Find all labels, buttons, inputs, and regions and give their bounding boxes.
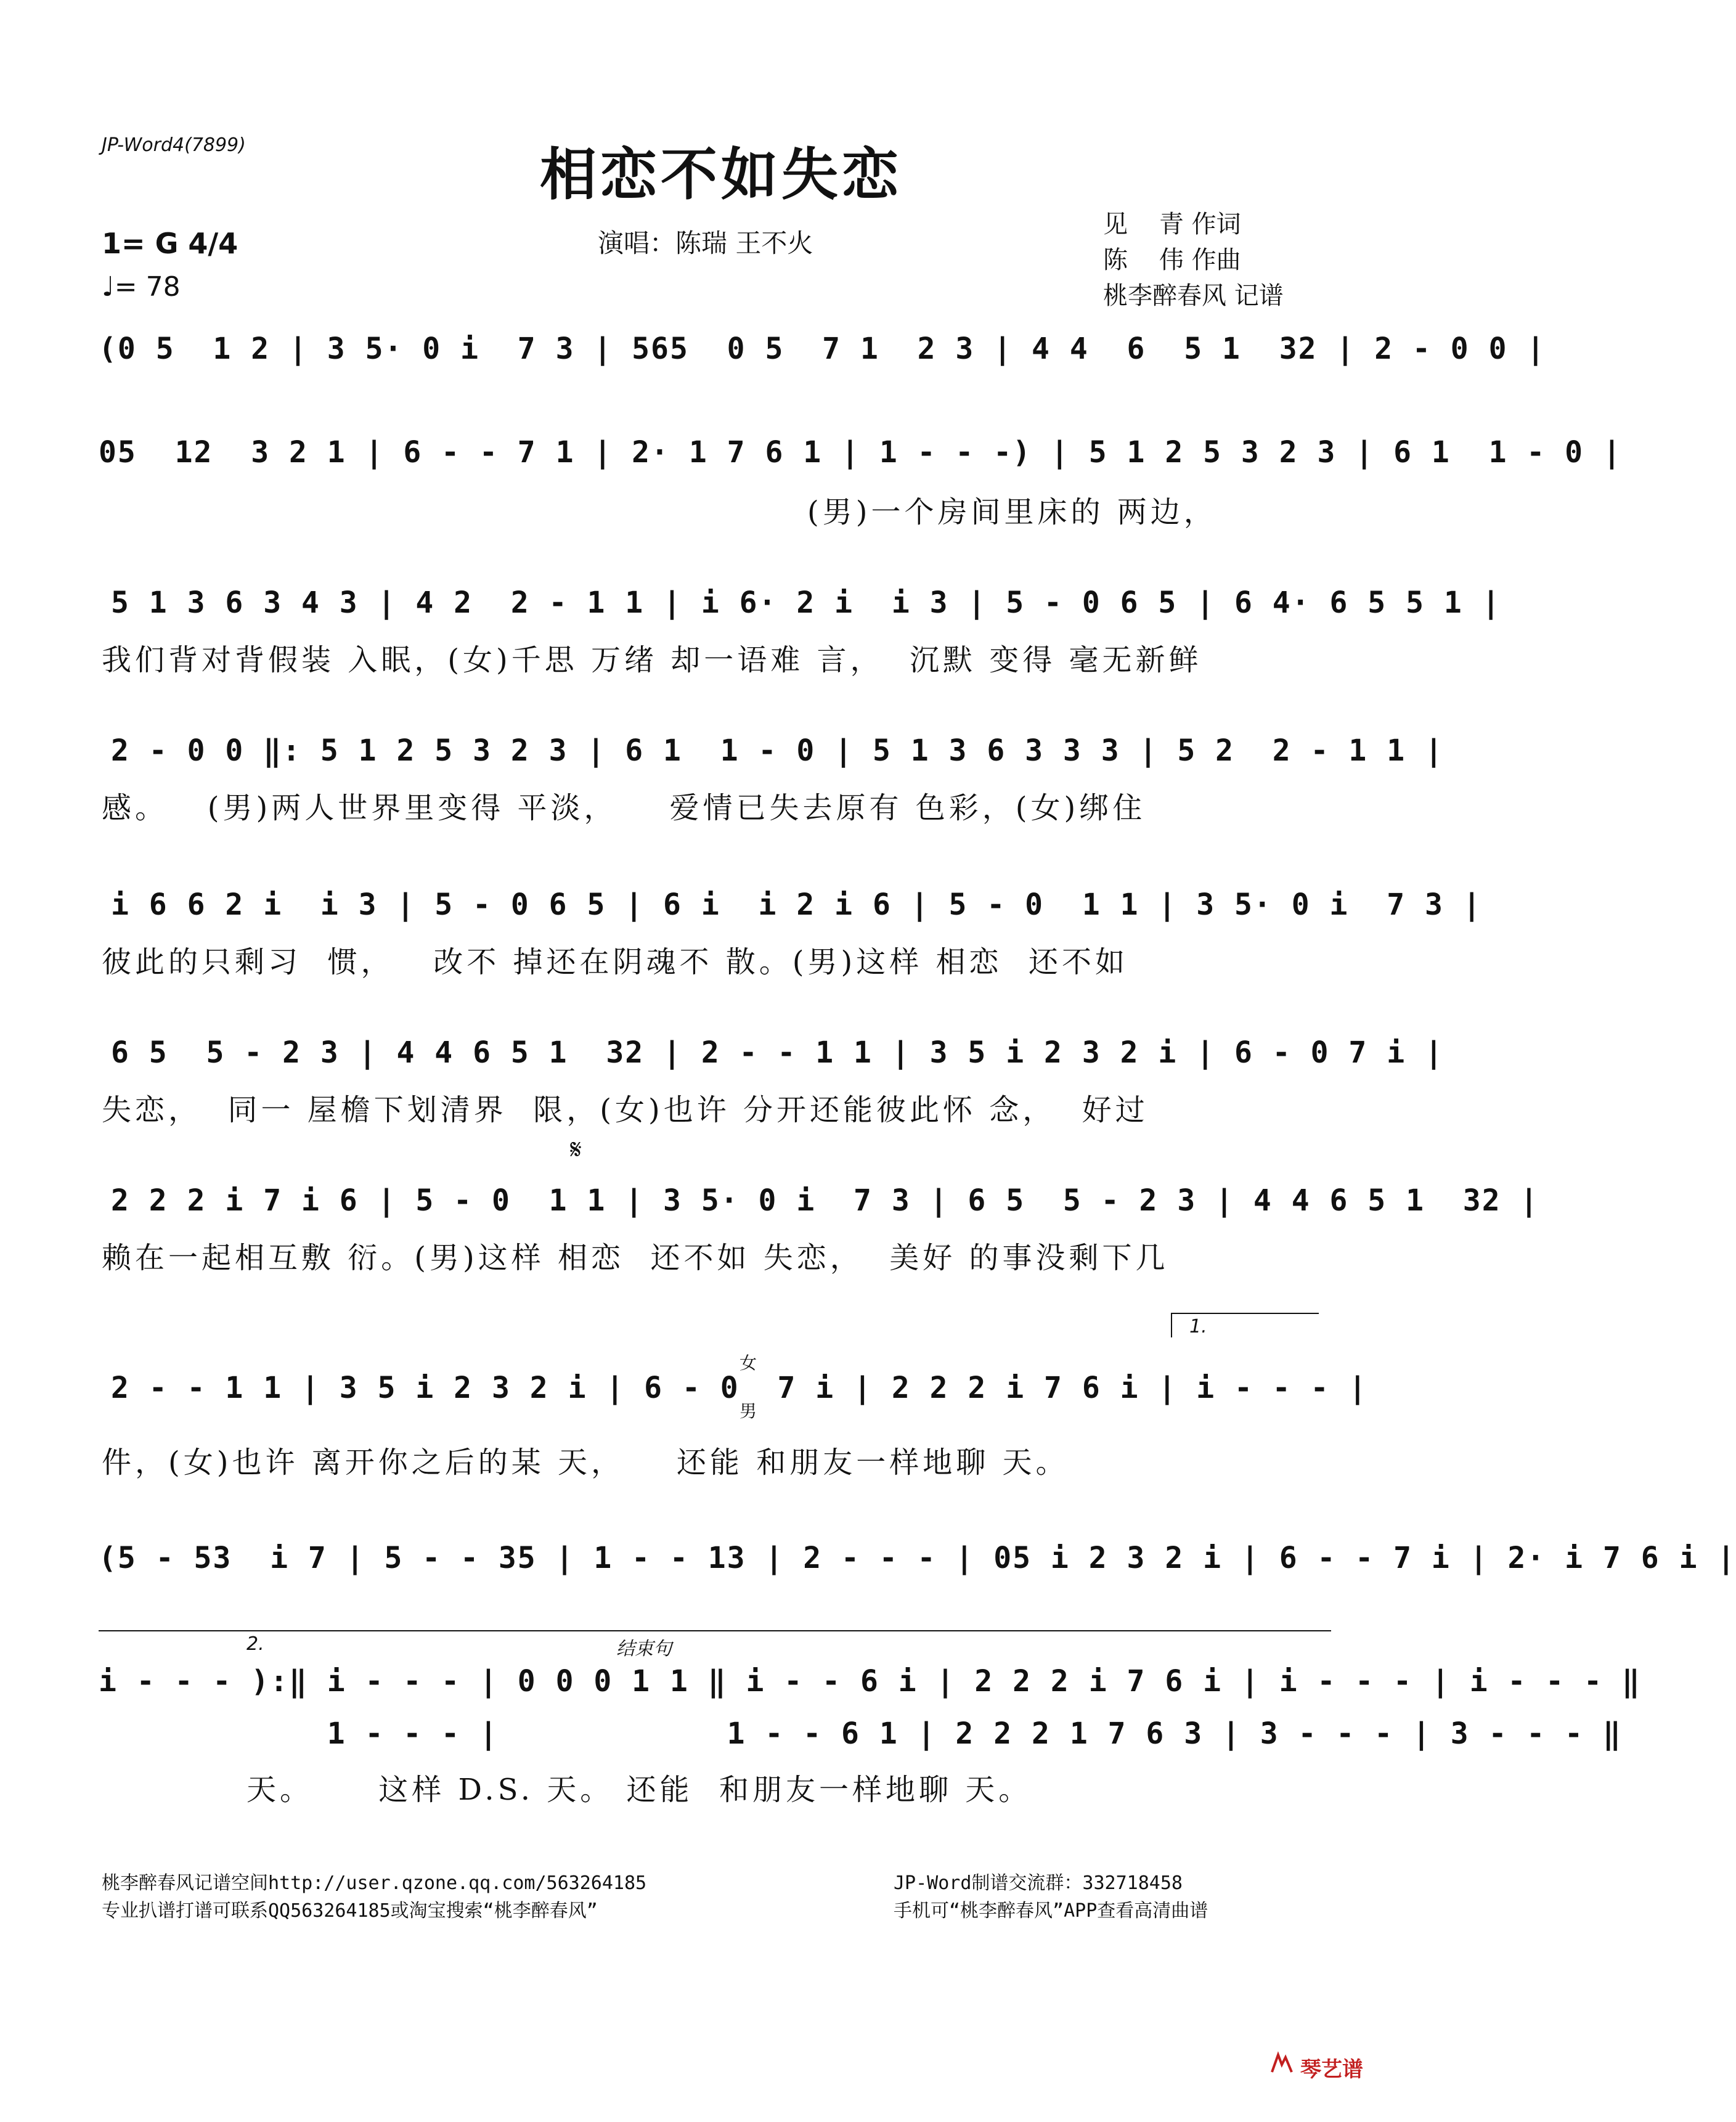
score-row-7-lyrics: 赖在一起相互敷 衍。(男)这样 相恋 还不如 失恋， 美好 的事没剩下几	[102, 1241, 1169, 1275]
brand-name: 琴艺谱	[1300, 2057, 1363, 2082]
score-row-6-notes: 6 5 5 - 2 3 | 4 4 6 5 1 32 | 2 - - 1 1 | 3 5 i 2 3 2 i | 6 - 0 7 i |	[111, 1035, 1444, 1070]
credits-block	[1103, 206, 1284, 314]
score-row-6-lyrics: 失恋， 同一 屋檐下划清界 限，(女)也许 分开还能彼此怀 念， 好过	[102, 1093, 1149, 1127]
volta-1-bracket	[1171, 1313, 1319, 1314]
score-row-8-lyrics: 件，(女)也许 离开你之后的某 天， 还能 和朋友一样地聊 天。	[102, 1445, 1069, 1480]
volta-1-bracket-edge	[1171, 1313, 1172, 1337]
voice-female-label: 女	[740, 1353, 757, 1373]
score-row-10-lyrics: 天。 这样 D.S. 天。 还能 和朋友一样地聊 天。	[247, 1773, 1032, 1807]
score-row-3-notes: 5 1 3 6 3 4 3 | 4 2 2 - 1 1 | i 6· 2 i i 3 | 5 - 0 6 5 | 6 4· 6 5 5 1 |	[111, 586, 1501, 620]
voice-male-label: 男	[740, 1401, 757, 1421]
software-label: JP-Word4(7899)	[102, 134, 246, 156]
score-row-4-notes: 2 - 0 0 ‖: 5 1 2 5 3 2 3 | 6 1 1 - 0 | 5 1 3 6 3 3 3 | 5 2 2 - 1 1 |	[111, 733, 1444, 768]
footer-group: JP-Word制谱交流群：332718458	[894, 1872, 1183, 1894]
ending-bracket-line	[99, 1630, 1331, 1631]
score-row-10-notes-lower: 1 - - - | 1 - - 6 1 | 2 2 2 1 7 6 3 | 3 - - - | 3 - - - ‖	[99, 1716, 1622, 1751]
score-row-5-notes: i 6 6 2 i i 3 | 5 - 0 6 5 | 6 i i 2 i 6 | 5 - 0 1 1 | 3 5· 0 i 7 3 |	[111, 888, 1482, 922]
key-signature: 1= G 4/4	[102, 227, 238, 260]
tempo-mark: ♩= 78	[102, 271, 181, 303]
score-row-1-notes: (0 5 1 2 | 3 5· 0 i 7 3 | 565 0 5 7 1 2 3 | 4 4 6 5 1 32 | 2 - 0 0 |	[99, 332, 1546, 366]
score-row-3-lyrics: 我们背对背假装 入眠，(女)千思 万绪 却一语难 言， 沉默 变得 毫无新鲜	[102, 643, 1202, 677]
score-row-9-notes: (5 - 53 i 7 | 5 - - 35 | 1 - - 13 | 2 - - - | 05 i 2 3 2 i | 6 - - 7 i | 2· i 7 6 i |	[99, 1541, 1736, 1575]
footer-app: 手机可“桃李醉春风”APP查看高清曲谱	[894, 1900, 1208, 1922]
transcriber-credit: 桃李醉春风 记谱	[1103, 282, 1284, 310]
lyricist-credit: 见 青 作词	[1103, 210, 1241, 239]
volta-2-label: 2.	[247, 1633, 264, 1655]
song-title: 相恋不如失恋	[539, 142, 902, 208]
score-row-7-notes: 2 2 2 i 7 i 6 | 5 - 0 1 1 | 3 5· 0 i 7 3 | 6 5 5 - 2 3 | 4 4 6 5 1 32 |	[111, 1183, 1539, 1218]
score-row-10-notes-upper: i - - - ):‖ i - - - | 0 0 0 1 1 ‖ i - - 6 i | 2 2 2 i 7 6 i | i - - - | i - - - ‖	[99, 1664, 1641, 1699]
volta-1-label: 1.	[1189, 1316, 1207, 1337]
score-row-2-notes: 05 12 3 2 1 | 6 - - 7 1 | 2· 1 7 6 1 | 1 - - -) | 5 1 2 5 3 2 3 | 6 1 1 - 0 |	[99, 435, 1622, 470]
score-row-5-lyrics: 彼此的只剩习 惯， 改不 掉还在阴魂不 散。(男)这样 相恋 还不如	[102, 945, 1129, 979]
score-row-2-lyrics: (男)一个房间里床的 两边，	[807, 495, 1217, 529]
composer-credit: 陈 伟 作曲	[1103, 246, 1241, 274]
ending-label: 结束句	[616, 1638, 672, 1660]
singer-credit: 演唱：陈瑞 王不火	[598, 228, 813, 258]
score-row-8-notes: 2 - - 1 1 | 3 5 i 2 3 2 i | 6 - 0 7 i | 2 2 2 i 7 6 i | i - - - |	[111, 1371, 1368, 1405]
segno-sign: 𝄋	[570, 1134, 582, 1165]
footer-qzone-link: 桃李醉春风记谱空间http://user.qzone.qq.com/563264185	[102, 1872, 647, 1894]
score-row-4-lyrics: 感。 (男)两人世界里变得 平淡， 爱情已失去原有 色彩，(女)绑住	[102, 791, 1146, 825]
brand-logo-icon	[1269, 2051, 1294, 2076]
footer-contact: 专业扒谱打谱可联系QQ563264185或淘宝搜索“桃李醉春风”	[102, 1900, 598, 1922]
